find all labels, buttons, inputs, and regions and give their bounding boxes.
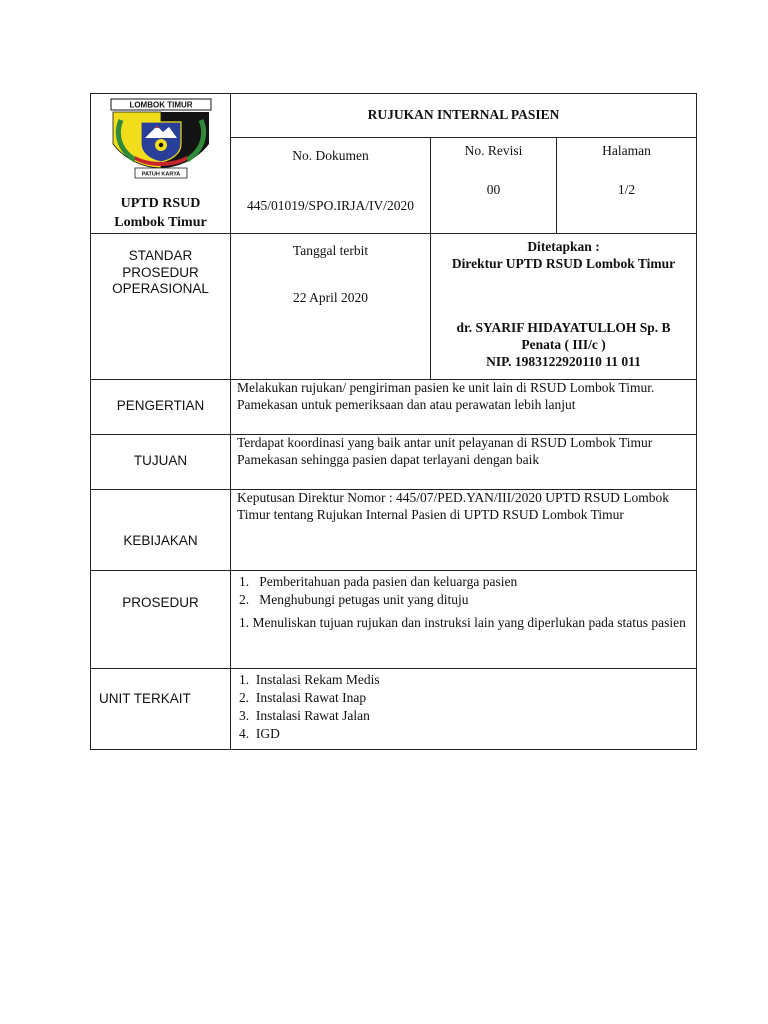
- revision-cell: [431, 138, 557, 233]
- set-by-cell: [431, 233, 697, 379]
- document-title: RUJUKAN INTERNAL PASIEN: [231, 94, 697, 138]
- prosedur-item: [237, 573, 690, 591]
- unit-terkait-label: UNIT TERKAIT: [91, 668, 231, 749]
- unit-item: [239, 689, 690, 707]
- prosedur-cell: [231, 570, 697, 668]
- doc-number-cell: [231, 138, 431, 233]
- prosedur-item-text: Menuliskan tujuan rujukan dan instruksi lain yang diperlukan pada status pasien: [252, 614, 686, 630]
- page-label: Halaman: [602, 143, 651, 159]
- unit-item-num: 2.: [239, 689, 250, 705]
- prosedur-item: [237, 591, 690, 609]
- unit-item-text: Instalasi Rawat Jalan: [255, 707, 370, 723]
- tujuan-label: TUJUAN: [91, 434, 231, 489]
- doc-number-value: 445/01019/SPO.IRJA/IV/2020: [247, 198, 414, 214]
- kebijakan-text: Keputusan Direktur Nomor : 445/07/PED.YAN/III/2020 UPTD RSUD Lombok Timur tentang Rujukan Internal Pasien di UPTD RSUD Lombok Timur: [231, 489, 697, 570]
- org-name-line1: UPTD RSUD: [120, 195, 201, 211]
- unit-item-num: 1.: [239, 671, 250, 687]
- lombok-timur-emblem-icon: [105, 98, 217, 184]
- signer-nip: NIP. 1983122920110 11 011: [486, 354, 641, 370]
- prosedur-item-num: 2.: [239, 591, 250, 607]
- unit-terkait-list: [239, 671, 690, 743]
- sop-label-line2: PROSEDUR: [122, 264, 199, 280]
- unit-item: [239, 707, 690, 725]
- sop-label-line1: STANDAR: [128, 247, 193, 263]
- signer-rank: Penata ( III/c ): [521, 337, 606, 353]
- prosedur-item-num: 1.: [239, 614, 250, 630]
- unit-item-num: 4.: [239, 725, 250, 741]
- signer-name: dr. SYARIF HIDAYATULLOH Sp. B: [456, 320, 671, 336]
- issued-cell: [231, 233, 431, 379]
- prosedur-list: [237, 573, 690, 636]
- prosedur-label: PROSEDUR: [91, 570, 231, 668]
- set-by-label: Ditetapkan :: [527, 238, 600, 254]
- unit-item: [239, 725, 690, 743]
- sop-label: [91, 233, 231, 379]
- org-name: [91, 195, 230, 233]
- revision-label: No. Revisi: [464, 143, 523, 159]
- doc-number-label: No. Dokumen: [292, 148, 369, 164]
- unit-item-text: Instalasi Rekam Medis: [255, 671, 380, 687]
- pengertian-text: Melakukan rujukan/ pengiriman pasien ke unit lain di RSUD Lombok Timur. Pamekasan untuk pemeriksaan dan atau perawatan lebih lanjut: [231, 379, 697, 434]
- unit-item-num: 3.: [239, 707, 250, 723]
- sop-label-line3: OPERASIONAL: [112, 281, 209, 297]
- page-value: 1/2: [617, 182, 636, 198]
- org-name-line2: Lombok Timur: [114, 214, 207, 230]
- unit-item-text: IGD: [255, 725, 280, 741]
- sop-table: [90, 93, 697, 750]
- prosedur-item-text: Pemberitahuan pada pasien dan keluarga pasien: [259, 573, 518, 589]
- pengertian-label: PENGERTIAN: [91, 379, 231, 434]
- unit-item-text: Instalasi Rawat Inap: [255, 689, 367, 705]
- page-cell: [557, 138, 697, 233]
- unit-terkait-cell: [231, 668, 697, 749]
- logo-banner-top: LOMBOK TIMUR: [128, 100, 193, 110]
- set-by-title: Direktur UPTD RSUD Lombok Timur: [451, 255, 676, 271]
- kebijakan-label: KEBIJAKAN: [91, 489, 231, 570]
- prosedur-item-text: Menghubungi petugas unit yang dituju: [259, 591, 469, 607]
- unit-item: [239, 671, 690, 689]
- logo-cell: [91, 94, 231, 234]
- prosedur-item-num: 1.: [239, 573, 250, 589]
- prosedur-item: [237, 609, 690, 636]
- issued-label: Tanggal terbit: [292, 242, 369, 258]
- revision-value: 00: [486, 182, 501, 198]
- logo-banner-bottom: PATUH KARYA: [141, 171, 180, 178]
- issued-value: 22 April 2020: [292, 289, 368, 305]
- tujuan-text: Terdapat koordinasi yang baik antar unit pelayanan di RSUD Lombok Timur Pamekasan sehingga pasien dapat terlayani dengan baik: [231, 434, 697, 489]
